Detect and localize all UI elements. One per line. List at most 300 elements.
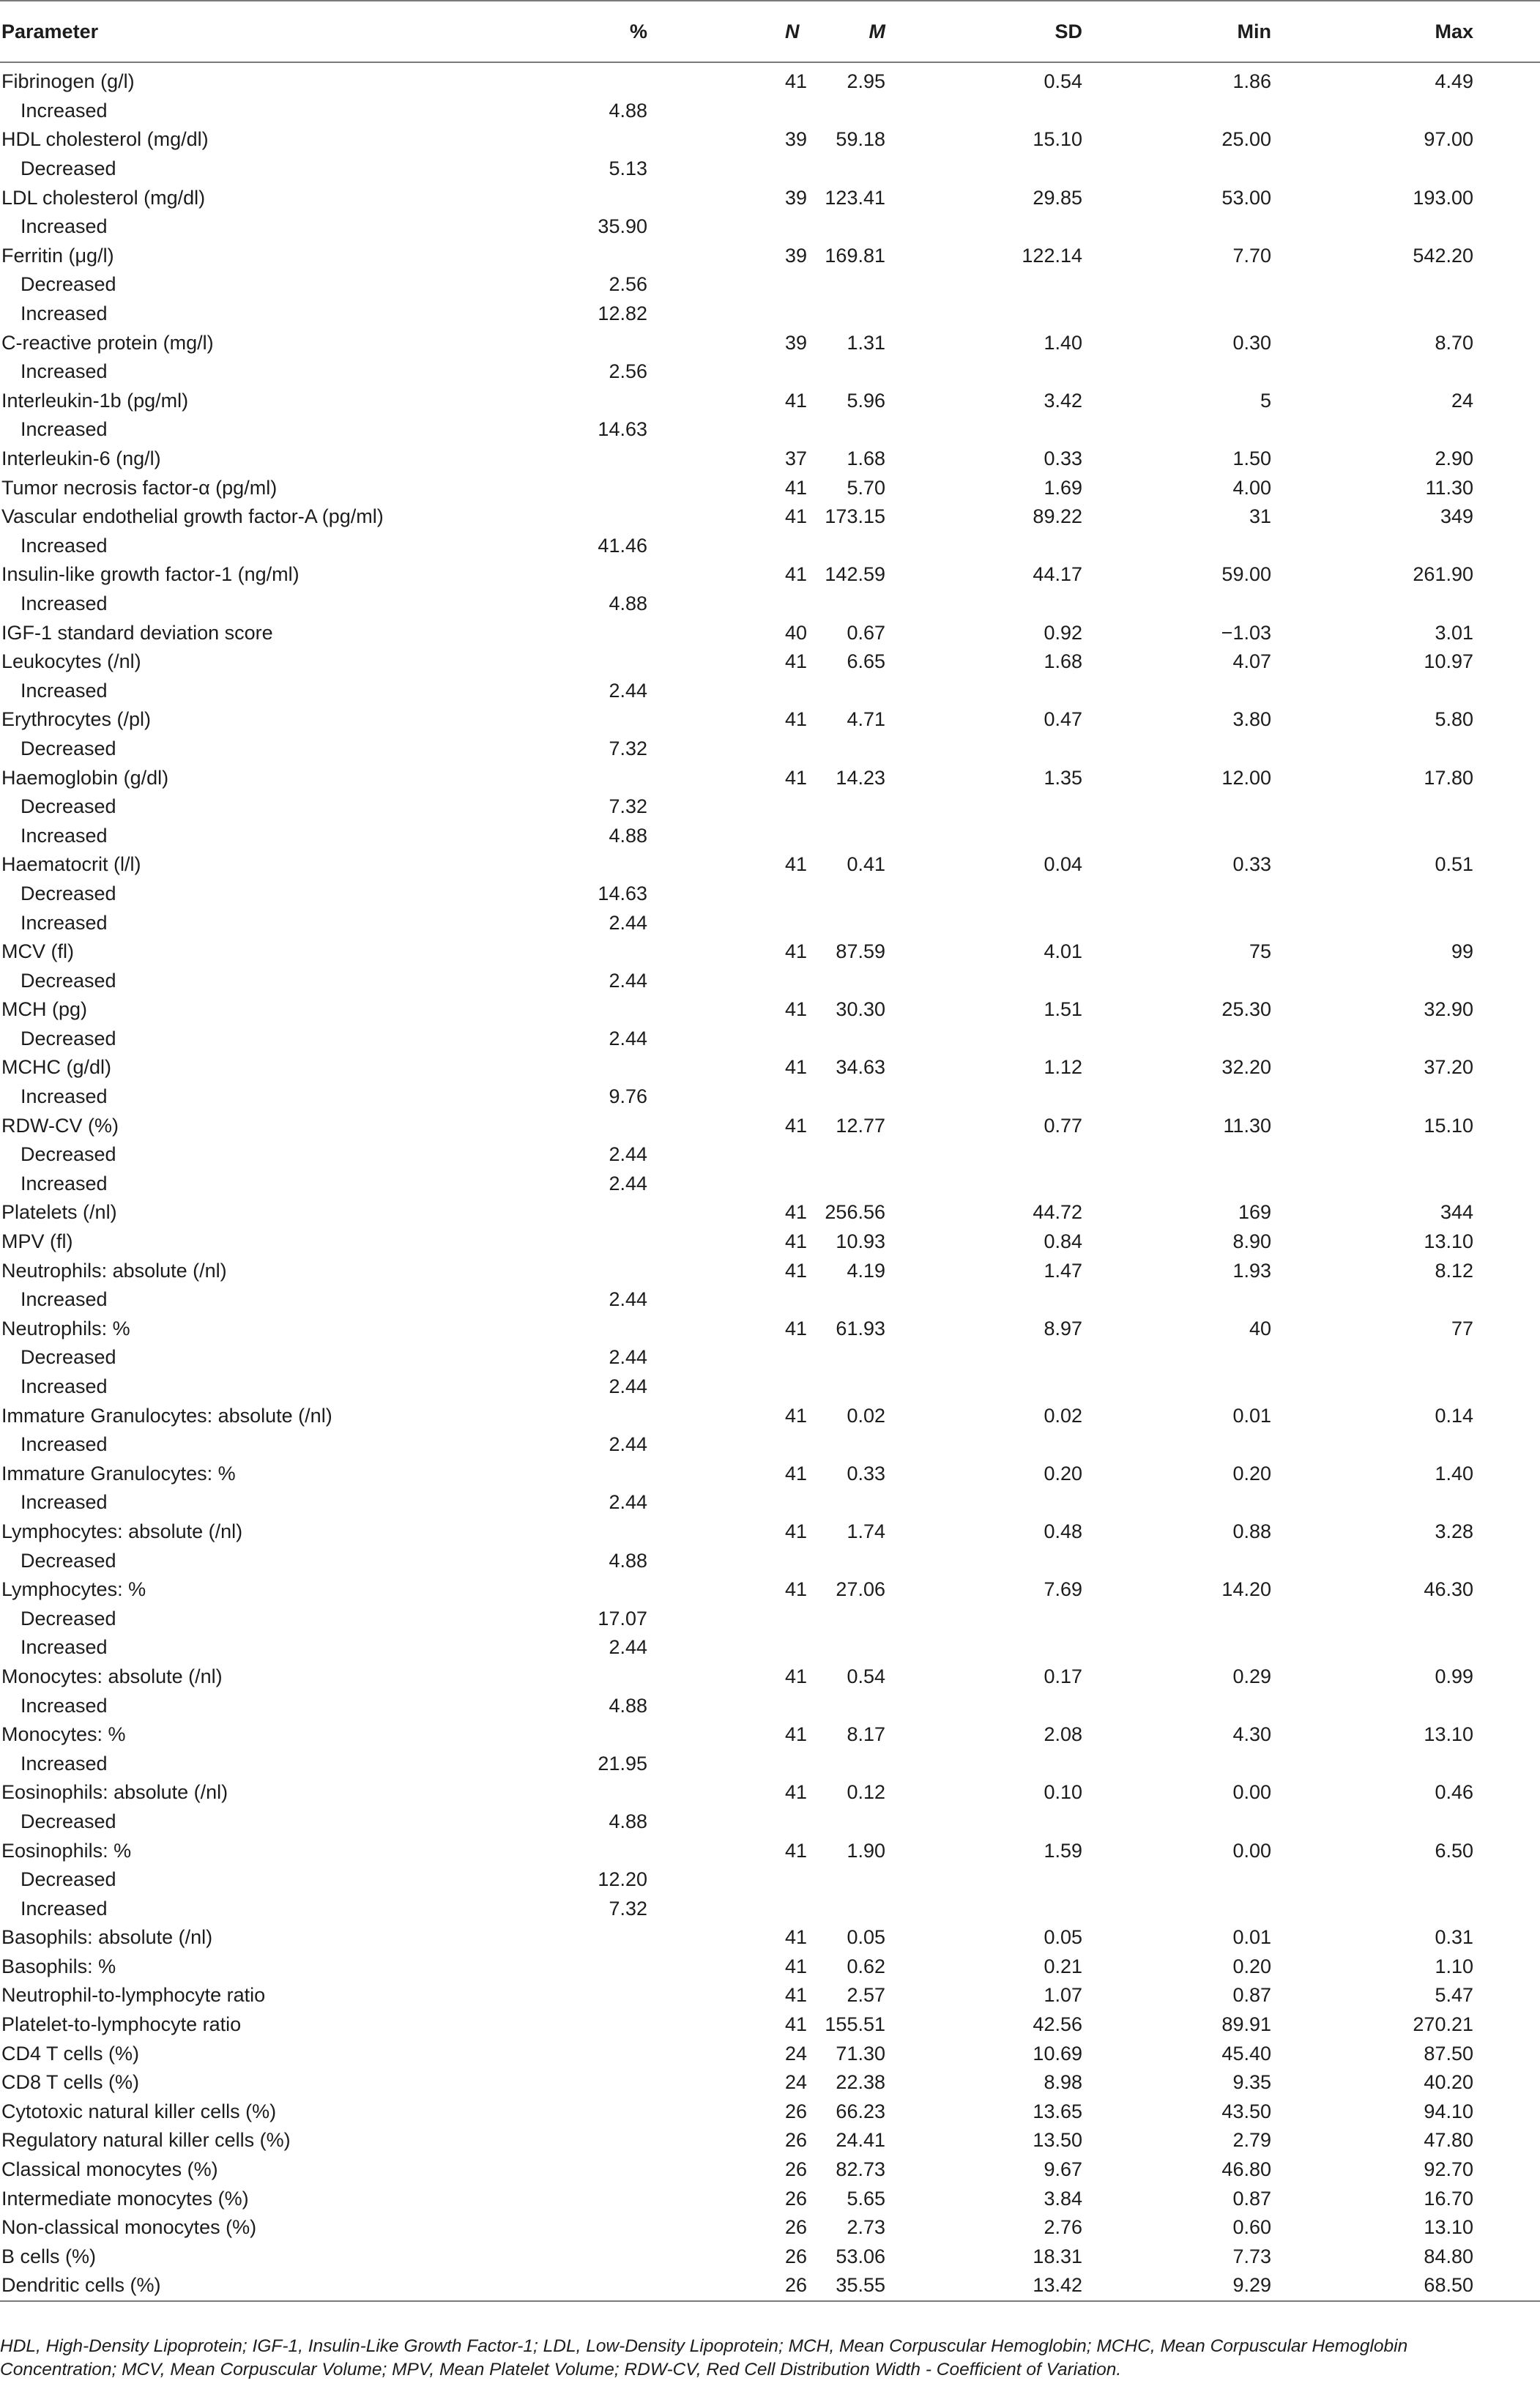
cell-n: 41 bbox=[785, 70, 808, 93]
cell-parameter: Neutrophils: absolute (/nl) bbox=[1, 1259, 227, 1282]
cell-n: 26 bbox=[785, 2129, 808, 2152]
cell-n: 41 bbox=[785, 1665, 808, 1687]
header-percent: % bbox=[551, 1, 726, 62]
cell-n bbox=[278, 908, 551, 937]
cell-parameter: Lymphocytes: absolute (/nl) bbox=[1, 1520, 243, 1542]
cell-min: 9.35 bbox=[1232, 2071, 1271, 2094]
cell-parameter: MCH (pg) bbox=[1, 998, 88, 1021]
cell-n bbox=[278, 1807, 551, 1837]
cell-parameter: LDL cholesterol (mg/dl) bbox=[1, 186, 206, 209]
cell-min bbox=[1107, 97, 1305, 126]
cell-max: 270.21 bbox=[1413, 2013, 1473, 2036]
cell-min: 7.73 bbox=[1232, 2245, 1271, 2267]
cell-min: 1.93 bbox=[1232, 1259, 1271, 1282]
cell-mean bbox=[726, 155, 917, 184]
cell-min: 4.07 bbox=[1232, 650, 1271, 673]
cell-sd: 1.47 bbox=[1044, 1259, 1082, 1282]
cell-percent: 7.32 bbox=[609, 795, 647, 818]
cell-parameter: Haemoglobin (g/dl) bbox=[1, 766, 169, 789]
table-subrow bbox=[0, 1749, 1540, 1778]
cell-min: 0.01 bbox=[1232, 1926, 1271, 1949]
cell-n bbox=[278, 357, 551, 387]
cell-sd bbox=[917, 590, 1107, 619]
cell-percent bbox=[551, 62, 726, 97]
cell-parameter: Immature Granulocytes: % bbox=[1, 1462, 236, 1485]
cell-sd: 7.69 bbox=[1044, 1578, 1082, 1601]
cell-sd: 1.69 bbox=[1044, 476, 1082, 499]
cell-min: 32.20 bbox=[1221, 1056, 1271, 1079]
cell-min bbox=[1107, 590, 1305, 619]
cell-max bbox=[1305, 1546, 1540, 1575]
cell-mean bbox=[726, 880, 917, 909]
cell-max: 24 bbox=[1451, 389, 1473, 412]
cell-mean bbox=[726, 792, 917, 822]
cell-percent: 14.63 bbox=[598, 418, 647, 441]
cell-mean: 2.95 bbox=[847, 70, 885, 93]
cell-n: 24 bbox=[785, 2042, 808, 2065]
cell-parameter: Eosinophils: absolute (/nl) bbox=[1, 1781, 228, 1804]
cell-max: 32.90 bbox=[1424, 998, 1473, 1021]
cell-max bbox=[1305, 880, 1540, 909]
cell-mean: 0.41 bbox=[847, 853, 885, 876]
table-row bbox=[0, 1923, 1540, 1953]
cell-percent bbox=[551, 2098, 726, 2127]
cell-mean: 169.81 bbox=[825, 244, 885, 267]
cell-mean: 34.63 bbox=[836, 1056, 885, 1079]
cell-parameter: Decreased bbox=[21, 882, 116, 904]
cell-min: 14.20 bbox=[1221, 1578, 1271, 1601]
cell-min: 45.40 bbox=[1221, 2042, 1271, 2065]
cell-max bbox=[1305, 1633, 1540, 1662]
cell-percent bbox=[551, 2213, 726, 2243]
table-subrow bbox=[0, 1140, 1540, 1170]
cell-max: 46.30 bbox=[1424, 1578, 1473, 1601]
cell-max: 1.40 bbox=[1435, 1462, 1473, 1485]
table-subrow bbox=[0, 97, 1540, 126]
cell-mean bbox=[726, 821, 917, 850]
cell-parameter: Non-classical monocytes (%) bbox=[1, 2216, 257, 2239]
cell-min bbox=[1107, 155, 1305, 184]
cell-percent: 2.44 bbox=[609, 1027, 647, 1049]
cell-sd bbox=[917, 1488, 1107, 1517]
table-row bbox=[0, 1401, 1540, 1430]
cell-n: 41 bbox=[785, 1230, 808, 1253]
cell-max: 261.90 bbox=[1413, 563, 1473, 586]
cell-mean: 6.65 bbox=[847, 650, 885, 673]
table-row bbox=[0, 445, 1540, 474]
cell-parameter: Erythrocytes (/pl) bbox=[1, 708, 152, 731]
cell-parameter: Increased bbox=[21, 1433, 108, 1456]
cell-sd: 13.65 bbox=[1033, 2100, 1082, 2122]
table-header bbox=[0, 1, 1540, 62]
cell-min: 43.50 bbox=[1221, 2100, 1271, 2122]
table-row bbox=[0, 1315, 1540, 1344]
table-row bbox=[0, 1256, 1540, 1285]
cell-sd: 0.92 bbox=[1044, 621, 1082, 644]
cell-mean: 1.31 bbox=[847, 331, 885, 354]
cell-percent: 2.56 bbox=[609, 273, 647, 296]
cell-sd: 2.08 bbox=[1044, 1723, 1082, 1746]
cell-mean: 1.68 bbox=[847, 447, 885, 470]
cell-percent bbox=[551, 1053, 726, 1082]
table-row bbox=[0, 2126, 1540, 2155]
cell-max: 542.20 bbox=[1413, 244, 1473, 267]
cell-n bbox=[278, 1488, 551, 1517]
cell-parameter: Increased bbox=[21, 1491, 108, 1514]
cell-n: 39 bbox=[785, 244, 808, 267]
cell-parameter: Interleukin-1b (pg/ml) bbox=[1, 389, 189, 412]
cell-sd: 10.69 bbox=[1033, 2042, 1082, 2065]
cell-max: 1.10 bbox=[1435, 1955, 1473, 1977]
cell-max: 0.51 bbox=[1435, 853, 1473, 876]
cell-sd bbox=[917, 1546, 1107, 1575]
header-row bbox=[0, 1, 1540, 62]
cell-mean bbox=[726, 590, 917, 619]
cell-parameter: C-reactive protein (mg/l) bbox=[1, 331, 214, 354]
cell-percent bbox=[551, 445, 726, 474]
cell-n bbox=[278, 212, 551, 242]
cell-percent: 41.46 bbox=[598, 534, 647, 557]
cell-min: 31 bbox=[1249, 505, 1271, 528]
cell-mean bbox=[726, 1140, 917, 1170]
cell-min: 75 bbox=[1249, 940, 1271, 963]
cell-percent bbox=[551, 763, 726, 792]
cell-min bbox=[1107, 1749, 1305, 1778]
cell-mean bbox=[726, 532, 917, 561]
cell-min bbox=[1107, 880, 1305, 909]
cell-min: 40 bbox=[1249, 1317, 1271, 1340]
cell-percent: 2.44 bbox=[609, 1375, 647, 1398]
cell-percent: 14.63 bbox=[598, 882, 647, 904]
cell-sd: 0.10 bbox=[1044, 1781, 1082, 1804]
cell-percent bbox=[551, 242, 726, 271]
cell-parameter: Increased bbox=[21, 360, 108, 383]
cell-mean: 173.15 bbox=[825, 505, 885, 528]
cell-max bbox=[1305, 1807, 1540, 1837]
table-row bbox=[0, 1778, 1540, 1807]
table-subrow bbox=[0, 1633, 1540, 1662]
cell-n bbox=[278, 1025, 551, 1054]
cell-min bbox=[1107, 735, 1305, 764]
cell-sd: 1.07 bbox=[1044, 1984, 1082, 2007]
cell-percent bbox=[551, 125, 726, 155]
cell-percent bbox=[551, 560, 726, 590]
cell-max: 2.90 bbox=[1435, 447, 1473, 470]
cell-n bbox=[278, 1894, 551, 1923]
cell-parameter: Leukocytes (/nl) bbox=[1, 650, 141, 673]
table-subrow bbox=[0, 1285, 1540, 1315]
cell-min: 12.00 bbox=[1221, 766, 1271, 789]
cell-n: 41 bbox=[785, 708, 808, 731]
cell-n bbox=[278, 1633, 551, 1662]
cell-percent: 2.56 bbox=[609, 360, 647, 383]
table-subrow bbox=[0, 1807, 1540, 1837]
cell-mean: 27.06 bbox=[836, 1578, 885, 1601]
cell-mean bbox=[726, 357, 917, 387]
cell-mean bbox=[726, 735, 917, 764]
cell-sd bbox=[917, 1894, 1107, 1923]
table-row bbox=[0, 1720, 1540, 1750]
cell-percent: 4.88 bbox=[609, 824, 647, 847]
cell-mean: 0.33 bbox=[847, 1462, 885, 1485]
cell-n bbox=[278, 1749, 551, 1778]
cell-parameter: Increased bbox=[21, 1375, 108, 1398]
cell-n: 41 bbox=[785, 505, 808, 528]
cell-n: 41 bbox=[785, 766, 808, 789]
cell-mean: 82.73 bbox=[836, 2158, 885, 2181]
cell-min: 59.00 bbox=[1221, 563, 1271, 586]
table-subrow bbox=[0, 532, 1540, 561]
cell-parameter: Decreased bbox=[21, 1607, 116, 1630]
cell-percent: 4.88 bbox=[609, 99, 647, 122]
table-row bbox=[0, 995, 1540, 1025]
cell-min bbox=[1107, 676, 1305, 705]
cell-max bbox=[1305, 270, 1540, 300]
cell-parameter: Increased bbox=[21, 1085, 108, 1108]
table-subrow bbox=[0, 908, 1540, 937]
cell-parameter: Increased bbox=[21, 99, 108, 122]
cell-parameter: Platelets (/nl) bbox=[1, 1201, 117, 1224]
table-subrow bbox=[0, 1604, 1540, 1633]
table-subrow bbox=[0, 590, 1540, 619]
cell-parameter: B cells (%) bbox=[1, 2245, 97, 2267]
cell-min bbox=[1107, 1343, 1305, 1372]
cell-parameter: Decreased bbox=[21, 969, 116, 992]
cell-min: 53.00 bbox=[1221, 186, 1271, 209]
cell-percent bbox=[551, 1517, 726, 1547]
cell-percent bbox=[551, 473, 726, 502]
table-subrow bbox=[0, 735, 1540, 764]
cell-sd: 0.21 bbox=[1044, 1955, 1082, 1977]
cell-max: 8.12 bbox=[1435, 1259, 1473, 1282]
cell-min: 8.90 bbox=[1232, 1230, 1271, 1253]
cell-percent bbox=[551, 183, 726, 212]
table-row bbox=[0, 1662, 1540, 1692]
cell-percent bbox=[551, 850, 726, 880]
cell-parameter: Intermediate monocytes (%) bbox=[1, 2187, 249, 2210]
table-subrow bbox=[0, 300, 1540, 329]
cell-max: 3.01 bbox=[1435, 621, 1473, 644]
cell-mean: 10.93 bbox=[836, 1230, 885, 1253]
cell-min: 5 bbox=[1260, 389, 1271, 412]
cell-sd: 122.14 bbox=[1022, 244, 1082, 267]
table-row bbox=[0, 2213, 1540, 2243]
table-row bbox=[0, 1575, 1540, 1605]
cell-max bbox=[1305, 97, 1540, 126]
table-subrow bbox=[0, 1546, 1540, 1575]
cell-parameter: Increased bbox=[21, 1288, 108, 1311]
cell-min bbox=[1107, 1604, 1305, 1633]
cell-min bbox=[1107, 1372, 1305, 1402]
table-row bbox=[0, 62, 1540, 97]
cell-percent bbox=[551, 1836, 726, 1865]
cell-sd bbox=[917, 1691, 1107, 1720]
cell-sd: 44.72 bbox=[1033, 1201, 1082, 1224]
cell-max: 68.50 bbox=[1305, 2271, 1540, 2301]
cell-max: 84.80 bbox=[1424, 2245, 1473, 2267]
cell-sd: 13.42 bbox=[917, 2271, 1107, 2301]
cell-max: 349 bbox=[1440, 505, 1473, 528]
cell-parameter: Decreased bbox=[21, 1810, 116, 1832]
cell-mean: 22.38 bbox=[836, 2071, 885, 2094]
cell-min bbox=[1107, 821, 1305, 850]
cell-percent bbox=[551, 2271, 726, 2301]
cell-sd: 0.48 bbox=[1044, 1520, 1082, 1542]
cell-mean bbox=[726, 966, 917, 995]
cell-n: 41 bbox=[785, 1259, 808, 1282]
cell-sd: 3.84 bbox=[1044, 2187, 1082, 2210]
table-row bbox=[0, 2271, 1540, 2301]
table-subrow bbox=[0, 357, 1540, 387]
cell-percent bbox=[551, 1953, 726, 1982]
header-sd: SD bbox=[917, 1, 1107, 62]
cell-n: 41 bbox=[785, 1114, 808, 1137]
cell-sd bbox=[917, 1140, 1107, 1170]
cell-max bbox=[1305, 1894, 1540, 1923]
cell-percent: 12.20 bbox=[598, 1868, 647, 1891]
cell-min bbox=[1107, 300, 1305, 329]
cell-min: 0.00 bbox=[1232, 1781, 1271, 1804]
table-row bbox=[0, 2098, 1540, 2127]
cell-percent: 2.44 bbox=[609, 911, 647, 934]
cell-sd: 1.40 bbox=[1044, 331, 1082, 354]
cell-percent: 12.82 bbox=[598, 302, 647, 325]
cell-sd: 0.84 bbox=[1044, 1230, 1082, 1253]
header-mean: M bbox=[726, 1, 917, 62]
cell-max: 5.47 bbox=[1435, 1984, 1473, 2007]
cell-min bbox=[1107, 357, 1305, 387]
cell-max bbox=[1305, 821, 1540, 850]
cell-parameter: CD8 T cells (%) bbox=[1, 2071, 140, 2094]
cell-percent: 2.44 bbox=[609, 1491, 647, 1514]
cell-mean bbox=[726, 676, 917, 705]
table-row bbox=[0, 328, 1540, 357]
cell-mean bbox=[726, 1025, 917, 1054]
table-subrow bbox=[0, 821, 1540, 850]
cell-max bbox=[1305, 300, 1540, 329]
cell-min bbox=[1107, 1894, 1305, 1923]
cell-percent bbox=[551, 1923, 726, 1953]
cell-percent bbox=[551, 2243, 726, 2272]
cell-max: 77 bbox=[1451, 1317, 1473, 1340]
cell-max: 8.70 bbox=[1435, 331, 1473, 354]
cell-percent bbox=[551, 1981, 726, 2010]
cell-parameter: Monocytes: absolute (/nl) bbox=[1, 1665, 223, 1687]
cell-percent bbox=[551, 1401, 726, 1430]
cell-max bbox=[1305, 532, 1540, 561]
cell-min bbox=[1107, 1691, 1305, 1720]
cell-n: 41 bbox=[785, 1056, 808, 1079]
cell-percent bbox=[551, 1720, 726, 1750]
cell-max: 37.20 bbox=[1424, 1056, 1473, 1079]
cell-n: 41 bbox=[785, 1926, 808, 1949]
cell-parameter: Basophils: % bbox=[1, 1955, 116, 1977]
cell-parameter: Increased bbox=[21, 1897, 108, 1920]
cell-percent bbox=[551, 937, 726, 967]
cell-parameter: Decreased bbox=[21, 157, 116, 180]
cell-percent bbox=[551, 2010, 726, 2040]
cell-max: 16.70 bbox=[1424, 2187, 1473, 2210]
cell-max: 4.49 bbox=[1435, 70, 1473, 93]
cell-parameter: HDL cholesterol (mg/dl) bbox=[1, 128, 209, 151]
cell-sd: 1.12 bbox=[1044, 1056, 1082, 1079]
cell-sd bbox=[917, 212, 1107, 242]
cell-percent bbox=[551, 1460, 726, 1489]
table-row bbox=[0, 1227, 1540, 1257]
cell-sd bbox=[917, 1604, 1107, 1633]
table-subrow bbox=[0, 1894, 1540, 1923]
cell-percent bbox=[551, 1256, 726, 1285]
cell-percent bbox=[551, 1227, 726, 1257]
cell-min: 7.70 bbox=[1232, 244, 1271, 267]
table-row bbox=[0, 502, 1540, 532]
cell-parameter: Decreased bbox=[21, 1868, 116, 1891]
cell-percent: 4.88 bbox=[609, 1810, 647, 1832]
cell-min: 25.00 bbox=[1221, 128, 1271, 151]
cell-sd bbox=[917, 532, 1107, 561]
cell-parameter: MCV (fl) bbox=[1, 940, 74, 963]
cell-sd bbox=[917, 1633, 1107, 1662]
table-row bbox=[0, 473, 1540, 502]
cell-percent bbox=[551, 705, 726, 735]
table-row bbox=[0, 2010, 1540, 2040]
cell-n: 39 bbox=[785, 128, 808, 151]
cell-mean: 0.05 bbox=[847, 1926, 885, 1949]
cell-min bbox=[1107, 966, 1305, 995]
cell-min: 0.20 bbox=[1232, 1955, 1271, 1977]
cell-mean: 35.55 bbox=[726, 2271, 917, 2301]
cell-mean bbox=[726, 1082, 917, 1112]
cell-n: 39 bbox=[785, 331, 808, 354]
cell-max bbox=[1305, 1488, 1540, 1517]
cell-max: 13.10 bbox=[1424, 1230, 1473, 1253]
cell-max bbox=[1305, 1025, 1540, 1054]
cell-percent: 4.88 bbox=[609, 592, 647, 614]
cell-max bbox=[1305, 908, 1540, 937]
cell-min bbox=[1107, 1285, 1305, 1315]
cell-parameter: Increased bbox=[21, 1636, 108, 1659]
cell-sd bbox=[917, 908, 1107, 937]
cell-parameter: Decreased bbox=[21, 795, 116, 818]
cell-n: 41 bbox=[785, 1984, 808, 2007]
cell-percent: 7.32 bbox=[609, 1897, 647, 1920]
table-row bbox=[0, 763, 1540, 792]
cell-percent: 2.44 bbox=[609, 1288, 647, 1311]
cell-percent: 2.44 bbox=[609, 1143, 647, 1166]
cell-sd: 1.51 bbox=[1044, 998, 1082, 1021]
cell-sd: 42.56 bbox=[1033, 2013, 1082, 2036]
cell-mean bbox=[726, 1691, 917, 1720]
table-subrow bbox=[0, 966, 1540, 995]
cell-mean bbox=[726, 1285, 917, 1315]
cell-parameter: Decreased bbox=[21, 1143, 116, 1166]
cell-n bbox=[278, 1604, 551, 1633]
cell-parameter: Basophils: absolute (/nl) bbox=[1, 1926, 213, 1949]
cell-max: 193.00 bbox=[1413, 186, 1473, 209]
cell-max: 0.99 bbox=[1435, 1665, 1473, 1687]
cell-min: 0.33 bbox=[1232, 853, 1271, 876]
cell-n: 41 bbox=[785, 1404, 808, 1427]
cell-mean bbox=[726, 1894, 917, 1923]
cell-parameter: Increased bbox=[21, 824, 108, 847]
table-subrow bbox=[0, 415, 1540, 445]
cell-min: 4.00 bbox=[1232, 476, 1271, 499]
cell-n bbox=[278, 880, 551, 909]
cell-sd: 4.01 bbox=[1044, 940, 1082, 963]
cell-min: 1.50 bbox=[1232, 447, 1271, 470]
cell-n: 41 bbox=[785, 1839, 808, 1862]
cell-percent bbox=[551, 2039, 726, 2068]
